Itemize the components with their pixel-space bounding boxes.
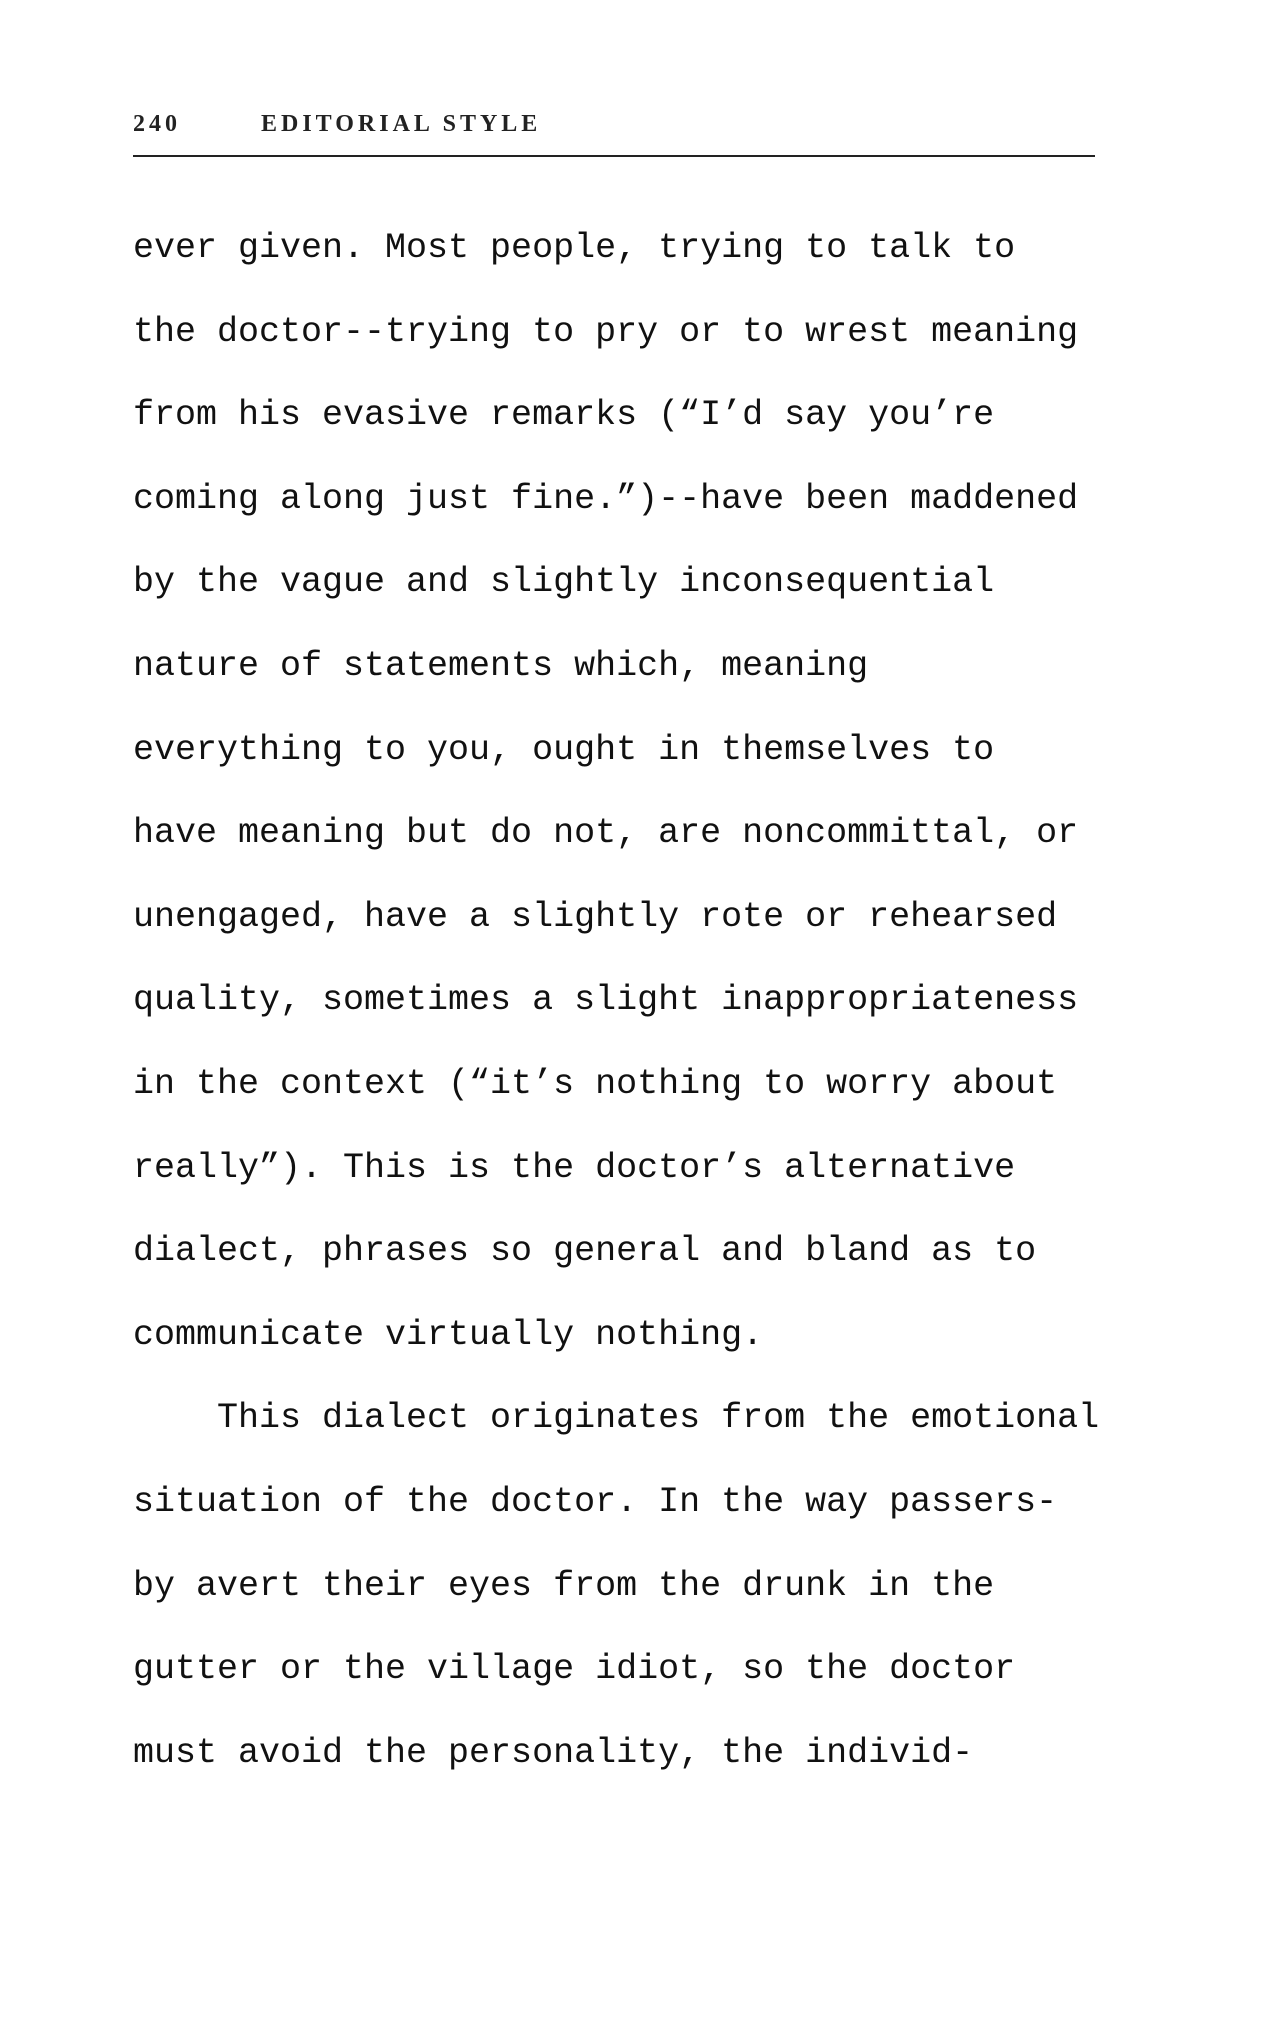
text-line: gutter or the village idiot, so the doctor xyxy=(133,1649,1016,1690)
text-line: by the vague and slightly inconsequential xyxy=(133,562,995,603)
text-line: have meaning but do not, are noncommittal, or xyxy=(133,813,1079,854)
text-line: in the context (“it’s nothing to worry about xyxy=(133,1063,1058,1104)
text-line: unengaged, have a slightly rote or rehearsed xyxy=(133,896,1058,937)
text-line: dialect, phrases so general and bland as to xyxy=(133,1231,1037,1272)
text-line: must avoid the personality, the individ- xyxy=(133,1732,974,1773)
text-line: quality, sometimes a slight inappropriateness xyxy=(133,980,1079,1021)
section-title: EDITORIAL STYLE xyxy=(261,111,542,137)
text-line: coming along just fine.”)--have been maddened xyxy=(133,478,1079,519)
text-line: communicate virtually nothing. xyxy=(133,1314,764,1355)
running-head xyxy=(133,111,1095,157)
body-text xyxy=(133,220,1133,1808)
text-line: really”). This is the doctor’s alternative xyxy=(133,1147,1016,1188)
text-line: from his evasive remarks (“I’d say you’re xyxy=(133,395,995,436)
text-line: the doctor--trying to pry or to wrest meaning xyxy=(133,311,1079,352)
text-line: ever given. Most people, trying to talk to xyxy=(133,228,1016,268)
text-line: situation of the doctor. In the way passers- xyxy=(133,1481,1058,1522)
text-line: This dialect originates from the emotional xyxy=(133,1398,1100,1439)
text-line: by avert their eyes from the drunk in the xyxy=(133,1565,995,1606)
text-line: nature of statements which, meaning xyxy=(133,645,869,686)
page-number: 240 xyxy=(133,111,181,137)
text-line: everything to you, ought in themselves to xyxy=(133,729,995,770)
